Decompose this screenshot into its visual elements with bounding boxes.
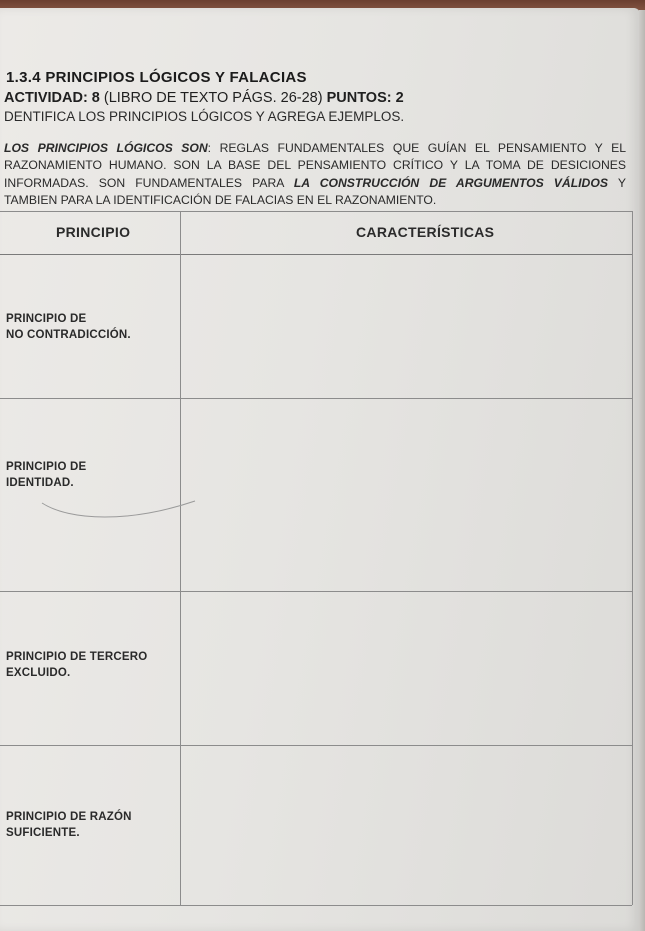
characteristics-cell-razon-suficiente[interactable] xyxy=(181,746,631,904)
worksheet-page xyxy=(0,8,640,931)
characteristics-cell-no-contradiccion[interactable] xyxy=(181,255,631,397)
activity-label: ACTIVIDAD: 8 xyxy=(4,90,100,106)
activity-source: (LIBRO DE TEXTO PÁGS. 26-28) xyxy=(103,90,323,106)
row-label-line: PRINCIPIO DE xyxy=(6,461,87,473)
row-label-no-contradiccion xyxy=(6,311,131,343)
pen-stroke-mark xyxy=(40,493,200,533)
characteristics-cell-tercero-excluido[interactable] xyxy=(181,592,631,744)
intro-emph-mid: LA CONSTRUCCIÓN DE ARGUMENTOS VÁLIDOS xyxy=(293,175,608,190)
row-label-line: PRINCIPIO DE RAZÓN xyxy=(6,811,132,823)
row-label-line: EXCLUIDO. xyxy=(6,667,71,679)
row-label-line: PRINCIPIO DE xyxy=(6,313,87,325)
intro-last-line: TAMBIEN PARA LA IDENTIFICACIÓN DE FALACIAS EN EL RAZONAMIENTO. xyxy=(4,192,437,207)
table-bottom-border xyxy=(0,905,632,906)
intro-paragraph xyxy=(4,140,626,209)
row-label-line: NO CONTRADICCIÓN. xyxy=(6,329,131,341)
header-caracteristicas: CARACTERÍSTICAS xyxy=(356,224,495,240)
instruction-text: DENTIFICA LOS PRINCIPIOS LÓGICOS Y AGREGA EJEMPLOS. xyxy=(4,109,405,124)
table-top-border xyxy=(0,211,632,212)
intro-emph-start: LOS PRINCIPIOS LÓGICOS SON xyxy=(4,141,208,155)
intro-text-2: Y xyxy=(607,175,626,190)
row-label-tercero-excluido xyxy=(6,649,147,681)
header-principio: PRINCIPIO xyxy=(56,224,131,240)
row-label-razon-suficiente xyxy=(6,809,132,841)
row-label-identidad xyxy=(6,459,86,491)
row-label-line: SUFICIENTE. xyxy=(6,827,80,839)
page-edge xyxy=(639,10,645,931)
row-label-line: IDENTIDAD. xyxy=(6,477,74,489)
characteristics-cell-identidad[interactable] xyxy=(181,399,631,590)
points-label: PUNTOS: 2 xyxy=(326,90,404,106)
page-title: 1.3.4 PRINCIPIOS LÓGICOS Y FALACIAS xyxy=(6,69,307,86)
table-right-border xyxy=(632,211,633,905)
activity-line xyxy=(4,90,404,106)
intro-text-1: : REGLAS FUNDAMENTALES QUE GUÍAN EL PENSAMIENTO Y EL RAZONAMIENTO HUMANO. SON LA BASE DEL PENSAMIENTO CRÍTICO Y LA TOMA DE DESICIONES INFORMADAS. SON FUNDAMENTALES PARA xyxy=(4,141,626,190)
row-label-line: PRINCIPIO DE TERCERO xyxy=(6,651,148,663)
